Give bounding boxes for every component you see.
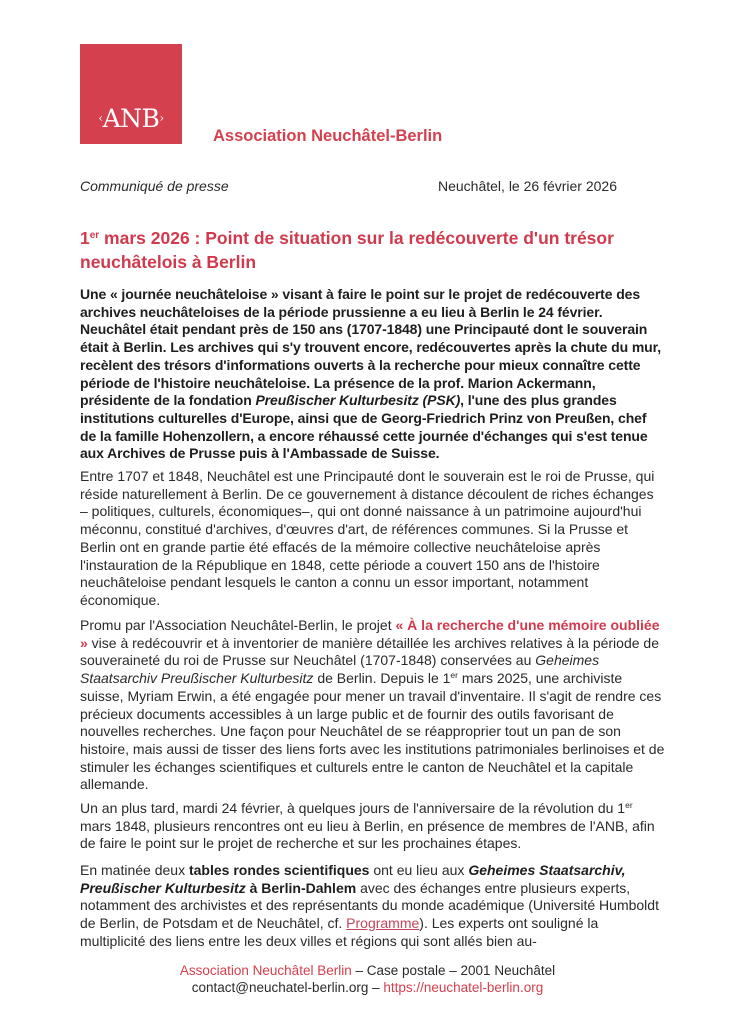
- ornament-right-icon: ›: [159, 110, 164, 125]
- meeting-text-1: Un an plus tard, mardi 24 février, à quelques jours de l'anniversaire de la révolution du 1: [80, 800, 626, 816]
- ordinal-sup: er: [450, 670, 458, 681]
- footer-line1: [0, 962, 735, 979]
- location-bold: à Berlin-Dahlem: [245, 879, 357, 896]
- title-line2: neuchâtelois à Berlin: [80, 252, 257, 272]
- footer: [0, 962, 735, 996]
- lead-paragraph: [80, 286, 665, 463]
- roundtable-text-2: ont eu lieu aux: [369, 862, 469, 878]
- footer-website-link[interactable]: https://neuchatel-berlin.org: [383, 980, 544, 995]
- lead-text-1: Une « journée neuchâteloise » visant à faire le point sur le projet de redécouverte des archives neuchâteloises de la période prussienne a eu lieu à Berlin le 24 février. Neuchâtel était pendant près de 150 ans (1707-1848) une Principauté dont le souverain était à Berlin. Les archives qui s'y trouvent encore, redécouvertes après la chute du mur, recèlent des trésors d'informations ouverts à la recherche pour mieux connaître cette période de l'histoire neuchâteloise. La présence de la prof. Marion Ackermann, présidente de la fondation: [80, 286, 661, 409]
- roundtable-paragraph: [80, 862, 665, 951]
- footer-address: – Case postale – 2001 Neuchâtel: [351, 963, 556, 978]
- project-paragraph: [80, 617, 665, 794]
- ordinal-sup: er: [625, 800, 633, 810]
- organization-name: Association Neuchâtel-Berlin: [213, 127, 443, 145]
- roundtable-text-4: ). Les experts ont souligné la multiplicité des liens entre les deux villes et régions qui sont allés bien au-: [80, 915, 599, 949]
- document-type: Communiqué de presse: [80, 178, 229, 194]
- project-text-3: de Berlin. Depuis le 1: [313, 670, 451, 687]
- roundtable-highlight: tables rondes scientifiques: [188, 862, 370, 878]
- footer-separator: –: [368, 980, 384, 995]
- footer-line2: [0, 979, 735, 996]
- title-line1: mars 2026 : Point de situation sur la redécouverte d'un trésor: [99, 228, 614, 248]
- archive-name-bold: Geheimes Staatsarchiv, Preußischer Kulturbesitz: [80, 862, 626, 896]
- title-day: 1: [80, 228, 90, 248]
- meeting-paragraph: [80, 800, 665, 853]
- page-title: [80, 226, 680, 274]
- roundtable-text-1: En matinée deux: [80, 862, 189, 878]
- lead-foundation-name: Preußischer Kulturbesitz (PSK): [255, 392, 461, 409]
- project-text-2: vise à redécouvrir et à inventorier de manière détaillée les archives relatives à la période de souveraineté du roi de Prusse sur Neuchâtel (1707-1848) conservées au: [80, 634, 659, 669]
- project-text-4: mars 2025, une archiviste suisse, Myriam Erwin, a été engagée pour mener un travail d'inventaire. Il s'agit de rendre ces précieux documents accessibles à un large public et de fournir des outils favorisant de nouvelles recherches. Une façon pour Neuchâtel de se réapproprier tout un pan de son histoire, mais aussi de tisser des liens forts avec les institutions patrimoniales berlinoises et de stimuler les échanges scientifiques et culturels entre le canton de Neuchâtel et la capitale allemande.: [80, 670, 665, 793]
- history-paragraph: Entre 1707 et 1848, Neuchâtel est une Principauté dont le souverain est le roi de Prusse, qui réside naturellement à Berlin. De ce gouvernement à distance découlent de riches échanges – politiques, culturels, économiques–, qui ont donné naissance à un patrimoine aujourd'hui méconnu, constitué d'archives, d'œuvres d'art, de références communes. Si la Prusse et Berlin ont en grande partie été effacés de la mémoire collective neuchâteloise après l'instauration de la République en 1848, cette période a couvert 150 ans de l'histoire neuchâteloise pendant lesquels le canton a connu un essor important, notamment économique.: [80, 468, 655, 608]
- project-name: « À la recherche d'une mémoire oubliée »: [80, 617, 660, 651]
- logo-letters: ANB: [102, 104, 160, 133]
- roundtable-text-3: avec des échanges entre plusieurs experts, notamment des archivistes et des représentants du monde académique (Université Humboldt de Berlin, de Potsdam et de Neuchâtel, cf.: [80, 879, 659, 932]
- project-text-1: Promu par l'Association Neuchâtel-Berlin, le projet: [80, 617, 396, 633]
- logo: [80, 44, 182, 144]
- logo-text: [80, 104, 182, 133]
- archive-name: Geheimes Staatsarchiv Preußischer Kulturbesitz: [80, 652, 600, 687]
- ornament-left-icon: ‹: [98, 110, 103, 125]
- footer-email[interactable]: contact@neuchatel-berlin.org: [191, 980, 369, 995]
- lead-text-2: , l'une des plus grandes institutions culturelles d'Europe, ainsi que de Georg-Friedrich Prinz von Preußen, chef de la famille Hohenzollern, a encore réhaussé cette journée d'échanges qui s'est tenue aux Archives de Prusse puis à l'Ambassade de Suisse.: [80, 392, 648, 462]
- programme-link[interactable]: Programme: [346, 915, 420, 932]
- title-ordinal: er: [89, 230, 100, 241]
- footer-org-name: Association Neuchâtel Berlin: [179, 963, 352, 978]
- place-date: Neuchâtel, le 26 février 2026: [438, 178, 617, 194]
- meeting-text-2: mars 1848, plusieurs rencontres ont eu lieu à Berlin, en présence de membres de l'ANB, afin de faire le point sur le projet de recherche et sur les prochaines étapes.: [80, 817, 655, 852]
- meta-row: [80, 178, 620, 196]
